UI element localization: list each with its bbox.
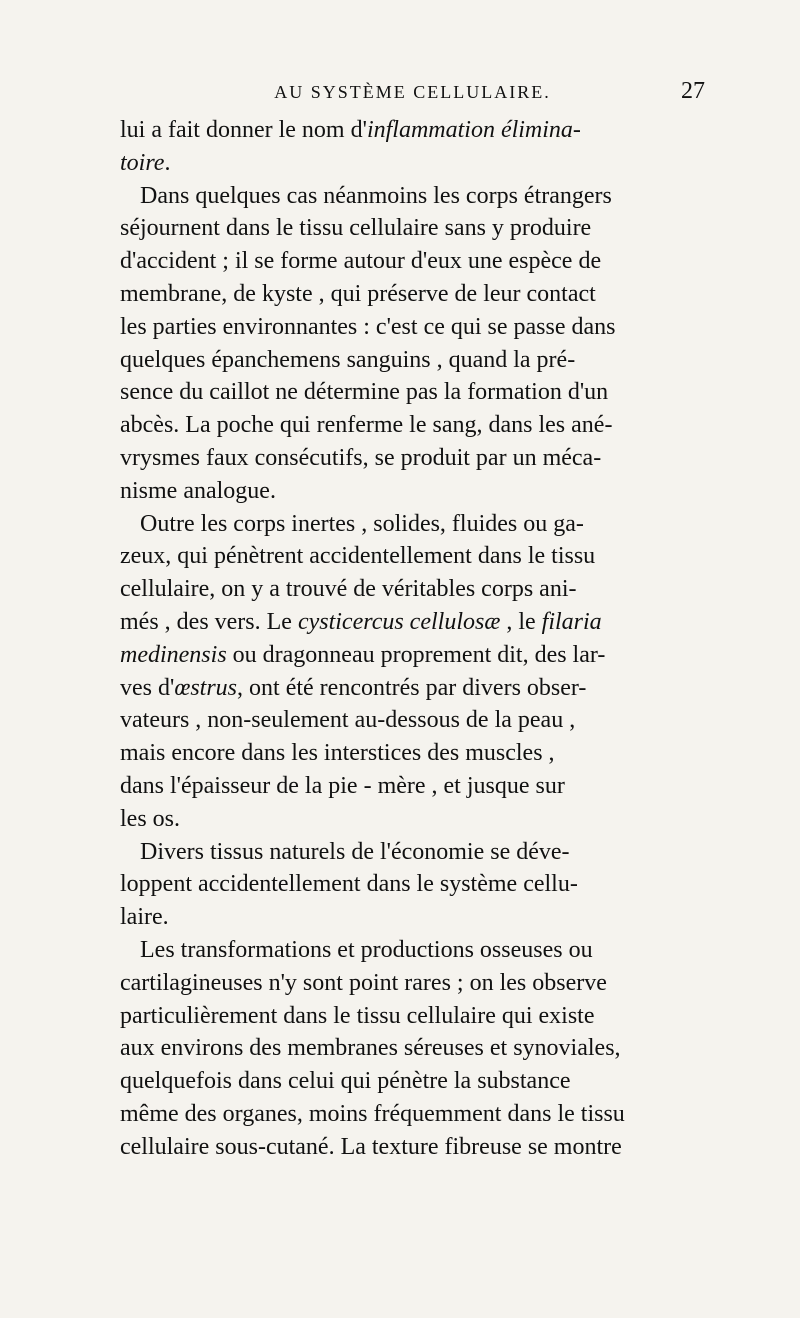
text-line [120,278,710,311]
text-line [120,1098,710,1131]
text-line [120,442,710,475]
text-run: quelquefois dans celui qui pénètre la substance [120,1068,571,1095]
text-run: dans l'épaisseur de la pie - mère , et jusque sur [120,772,565,799]
text-line [120,639,710,672]
italic-run: cysticercus cellulosæ [297,608,501,635]
text-line [120,114,710,147]
text-run: abcès. La poche qui renferme le sang, dans les ané- [120,412,613,439]
text-run: cellulaire, on y a trouvé de véritables corps ani- [120,576,577,603]
page-header [120,78,705,116]
text-run: d'accident ; il se forme autour d'eux une espèce de [120,248,602,275]
text-run: Divers tissus naturels de l'économie se déve- [140,838,570,865]
text-run: quelques épanchemens sanguins , quand la pré- [120,346,576,373]
text-line [120,967,710,1000]
text-run: zeux, qui pénètrent accidentellement dans le tissu [120,543,596,570]
body-text [120,114,710,1164]
text-line [120,212,710,245]
italic-run: medinensis [120,641,227,668]
text-run: loppent accidentellement dans le système cellu- [120,871,578,898]
page-number: 27 [681,78,705,104]
text-run: mais encore dans les interstices des muscles , [120,740,555,767]
text-line [120,901,710,934]
text-line [120,1065,710,1098]
text-run: sence du caillot ne détermine pas la formation d'un [120,379,609,406]
text-run: nisme analogue. [120,477,276,504]
text-run: membrane, de kyste , qui préserve de leur contact [120,280,596,307]
italic-run: inflammation élimina- [366,117,581,143]
text-line [120,836,710,869]
text-run: vrysmes faux consécutifs, se produit par un méca- [120,444,602,471]
italic-run: filaria [541,608,602,635]
italic-run: œstrus [174,674,238,701]
text-line [120,606,710,639]
text-line [120,868,710,901]
text-line [120,180,710,213]
running-title: AU SYSTÈME CELLULAIRE. [274,82,551,102]
text-run: , ont été rencontrés par divers obser- [237,674,587,701]
text-run: aux environs des membranes séreuses et synoviales, [120,1035,621,1062]
text-line [120,1032,710,1065]
text-line [120,508,710,541]
text-run: séjournent dans le tissu cellulaire sans y produire [120,215,592,242]
text-run: lui a fait donner le nom d' [120,117,367,143]
text-line [120,672,710,705]
text-line [120,475,710,508]
text-run: Outre les corps inertes , solides, fluides ou ga- [140,510,584,537]
text-run: més , des vers. Le [120,608,298,635]
text-line [120,770,710,803]
text-line [120,737,710,770]
text-line [120,344,710,377]
text-line [120,803,710,836]
text-run: les os. [120,805,180,832]
text-run: particulièrement dans le tissu cellulaire qui existe [120,1002,595,1029]
text-line [120,245,710,278]
text-line [120,147,710,180]
text-run: vateurs , non-seulement au-dessous de la peau , [120,707,576,734]
text-line [120,409,710,442]
text-run: laire. [120,904,169,931]
text-run: même des organes, moins fréquemment dans le tissu [120,1100,625,1127]
text-line [120,934,710,967]
text-line [120,376,710,409]
text-line [120,311,710,344]
text-run: , le [500,608,542,635]
text-line [120,573,710,606]
text-line [120,1131,710,1164]
text-run: . [164,149,171,176]
text-line [120,1000,710,1033]
text-run: les parties environnantes : c'est ce qui se passe dans [120,313,616,340]
text-run: cellulaire sous-cutané. La texture fibreuse se montre [120,1133,622,1160]
text-run: Dans quelques cas néanmoins les corps étrangers [140,182,612,209]
text-line [120,704,710,737]
text-run: ou dragonneau proprement dit, des lar- [226,641,606,668]
text-line [120,540,710,573]
text-run: Les transformations et productions osseuses ou [140,936,593,963]
text-run: cartilagineuses n'y sont point rares ; on les observe [120,969,607,996]
italic-run: toire [120,149,165,176]
text-run: ves d' [120,674,175,701]
